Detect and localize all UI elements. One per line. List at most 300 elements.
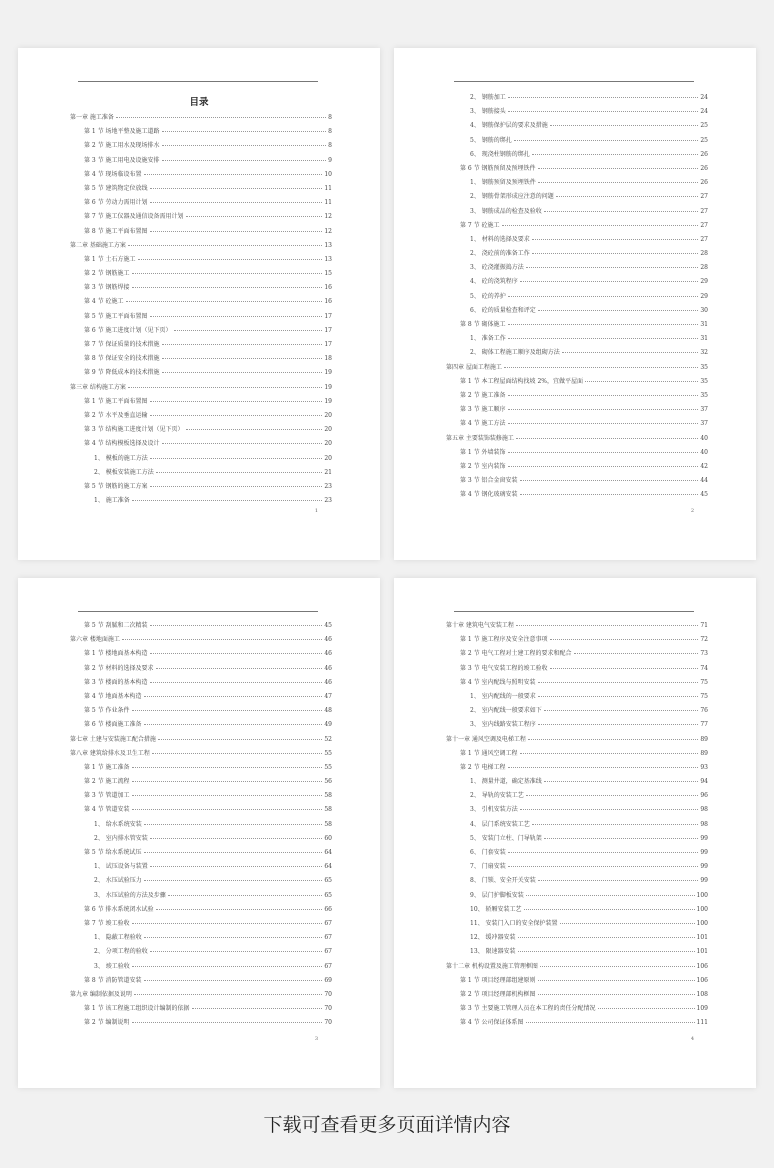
toc-entry-page: 27 (700, 221, 708, 229)
dot-leader (526, 1022, 695, 1023)
toc-entry-text: 第 1 节 项目经理部组建原则 (460, 976, 536, 984)
toc-entry[interactable] (70, 268, 332, 282)
toc-entry-page: 37 (700, 406, 708, 414)
toc-entry[interactable] (70, 663, 332, 677)
toc-entry[interactable] (446, 489, 708, 503)
toc-entry[interactable] (446, 620, 708, 634)
toc-entry[interactable] (446, 932, 708, 946)
toc-entry-text: 第 4 节 砼施工 (84, 298, 124, 306)
toc-entry[interactable] (70, 396, 332, 410)
dot-leader (152, 753, 322, 754)
dot-leader (122, 639, 322, 640)
dot-leader (508, 409, 699, 410)
toc-entry[interactable] (70, 705, 332, 719)
toc-entry[interactable] (70, 169, 332, 183)
toc-entry-page: 10 (324, 170, 332, 178)
toc-entry[interactable] (70, 353, 332, 367)
toc-entry[interactable] (70, 847, 332, 861)
toc-entry[interactable] (70, 126, 332, 140)
toc-entry[interactable] (70, 226, 332, 240)
toc-entry[interactable] (70, 961, 332, 975)
toc-entry[interactable] (446, 734, 708, 748)
toc-entry-page: 17 (324, 341, 332, 348)
toc-entry[interactable] (446, 191, 708, 205)
toc-entry-page: 58 (324, 806, 332, 814)
toc-entry-page: 42 (700, 462, 708, 470)
toc-entry-text: 第 8 节 消防管道安装 (84, 976, 142, 984)
dot-leader (544, 838, 699, 839)
toc-entry[interactable] (70, 467, 332, 481)
toc-entry-page: 67 (324, 919, 332, 927)
toc-entry[interactable] (70, 904, 332, 918)
toc-entry-text: 第 6 节 劳动力需用计划 (84, 199, 148, 207)
toc-entry[interactable] (446, 475, 708, 489)
toc-entry[interactable] (446, 418, 708, 432)
toc-entry[interactable] (70, 620, 332, 634)
toc-entry[interactable] (70, 438, 332, 452)
toc-entry-page: 26 (700, 150, 708, 158)
toc-entry[interactable] (446, 319, 708, 333)
dot-leader (520, 281, 699, 282)
dot-leader (504, 367, 698, 368)
toc-entry[interactable] (446, 305, 708, 319)
dot-leader (508, 466, 699, 467)
toc-entry[interactable] (70, 861, 332, 875)
toc-entry-text: 第 6 节 楼面施工准备 (84, 721, 142, 729)
toc-entry[interactable] (446, 762, 708, 776)
toc-entry-page: 89 (700, 735, 708, 743)
toc-entry[interactable] (70, 833, 332, 847)
toc-entry[interactable] (446, 461, 708, 475)
toc-entry-page: 30 (700, 306, 708, 314)
toc-entry[interactable] (446, 946, 708, 960)
toc-entry-page: 89 (700, 749, 708, 757)
toc-entry-text: 第十一章 通风空调及电梯工程 (446, 735, 526, 743)
toc-entry[interactable] (446, 135, 708, 149)
toc-entry-text: 第 1 节 本工程屋面结构找坡 2%，宜做平屋面 (460, 377, 583, 385)
dot-leader (508, 395, 699, 396)
toc-entry-page: 64 (324, 849, 332, 856)
toc-entry-page: 74 (700, 664, 708, 672)
toc-entry[interactable] (446, 376, 708, 390)
toc-entry[interactable] (446, 262, 708, 276)
toc-entry-text: 第 4 节 室内配线与照明安装 (460, 678, 536, 686)
toc-entry-text: 第 6 节 钢筋预留及预埋铁件 (460, 164, 536, 172)
toc-entry-page: 15 (324, 270, 332, 278)
toc-entry-page: 101 (696, 934, 708, 942)
toc-entry-page: 72 (700, 636, 708, 644)
dot-leader (526, 895, 695, 896)
toc-entry[interactable] (446, 390, 708, 404)
toc-entry-page: 70 (324, 1005, 332, 1013)
dot-leader (532, 253, 699, 254)
toc-entry-text: 第 2 节 编制说明 (84, 1019, 130, 1027)
toc-entry[interactable] (446, 634, 708, 648)
toc-list (70, 620, 332, 1031)
toc-entry-page: 77 (700, 721, 708, 729)
toc-entry-text: 第 5 节 施工平面布置图 (84, 312, 148, 320)
dot-leader (150, 625, 323, 626)
toc-entry[interactable] (446, 433, 708, 447)
toc-entry[interactable] (70, 1017, 332, 1031)
toc-entry-text: 第 3 节 铝合金窗安装 (460, 477, 518, 485)
toc-entry[interactable] (446, 333, 708, 347)
toc-entry[interactable] (70, 296, 332, 310)
dot-leader (144, 852, 323, 853)
toc-entry-text: 2、 钢筋骨架形成应注意的问题 (470, 193, 554, 201)
toc-entry-page: 24 (700, 108, 708, 116)
toc-entry-page: 29 (700, 292, 708, 300)
toc-entry-text: 2、 水压试验压力 (94, 877, 142, 885)
toc-entry-text: 第 1 节 施工平面布置图 (84, 397, 148, 405)
dot-leader (538, 696, 699, 697)
toc-entry[interactable] (446, 989, 708, 1003)
toc-entry[interactable] (70, 946, 332, 960)
toc-entry[interactable] (446, 890, 708, 904)
toc-entry-text: 2、 室内配线一般要求如下 (470, 707, 542, 715)
toc-entry[interactable] (446, 748, 708, 762)
dot-leader (128, 245, 322, 246)
toc-entry[interactable] (446, 1003, 708, 1017)
toc-entry[interactable] (70, 155, 332, 169)
dot-leader (162, 358, 323, 359)
toc-entry-text: 3、 引机安装方法 (470, 806, 518, 814)
dot-leader (162, 160, 327, 161)
toc-entry-page: 35 (700, 377, 708, 385)
toc-entry-text: 13、 限速器安装 (470, 948, 516, 956)
dot-leader (150, 202, 323, 203)
toc-entry-text: 第九章 编制依据及说明 (70, 990, 132, 998)
toc-entry-page: 46 (324, 678, 332, 686)
toc-entry[interactable] (70, 495, 332, 509)
dot-leader (520, 809, 699, 810)
toc-entry-page: 13 (324, 241, 332, 249)
dot-leader (514, 140, 699, 141)
toc-entry[interactable] (70, 240, 332, 254)
toc-entry[interactable] (446, 705, 708, 719)
dot-leader (150, 653, 323, 654)
toc-entry-text: 5、 安装门立柱、门导轨架 (470, 834, 542, 842)
toc-entry-text: 1、 测量井道，确定基准线 (470, 778, 542, 786)
toc-entry[interactable] (446, 291, 708, 305)
toc-entry-page: 21 (324, 468, 332, 476)
toc-entry[interactable] (70, 311, 332, 325)
toc-entry[interactable] (446, 1017, 708, 1031)
toc-entry-page: 46 (324, 650, 332, 658)
document-page-2 (394, 48, 756, 560)
toc-list (446, 92, 708, 503)
toc-entry-page: 100 (696, 905, 708, 913)
dot-leader (150, 486, 323, 487)
header-rule (454, 81, 694, 82)
toc-entry[interactable] (446, 776, 708, 790)
dot-leader (132, 966, 323, 967)
toc-entry[interactable] (446, 177, 708, 191)
toc-entry[interactable] (70, 691, 332, 705)
toc-entry[interactable] (70, 367, 332, 381)
toc-entry-page: 35 (700, 363, 708, 371)
toc-entry[interactable] (446, 847, 708, 861)
toc-entry[interactable] (70, 734, 332, 748)
toc-entry-page: 37 (700, 420, 708, 428)
document-page-4 (394, 578, 756, 1088)
toc-entry[interactable] (446, 92, 708, 106)
toc-entry-page: 8 (328, 114, 332, 121)
toc-entry-page: 40 (700, 434, 708, 442)
toc-entry-text: 第 7 节 砼施工 (460, 221, 500, 229)
toc-entry-text: 第一章 施工准备 (70, 114, 114, 121)
dot-leader (508, 296, 699, 297)
toc-entry-page: 31 (700, 321, 708, 328)
page-number: 3 (314, 1036, 318, 1042)
toc-entry-page: 17 (324, 326, 332, 334)
toc-entry-text: 第 2 节 电气工程对土建工程的要求和配合 (460, 650, 572, 658)
toc-entry-page: 11 (324, 184, 332, 192)
dot-leader (168, 895, 323, 896)
toc-entry[interactable] (70, 339, 332, 353)
toc-entry[interactable] (70, 890, 332, 904)
dot-leader (508, 866, 699, 867)
toc-entry-text: 5、 砼的养护 (470, 292, 506, 300)
toc-entry[interactable] (70, 677, 332, 691)
toc-entry[interactable] (70, 989, 332, 1003)
toc-entry[interactable] (70, 918, 332, 932)
toc-entry-text: 1、 施工准备 (94, 497, 130, 505)
toc-entry[interactable] (446, 961, 708, 975)
toc-entry[interactable] (70, 183, 332, 197)
page-number: 1 (314, 508, 318, 514)
dot-leader (126, 301, 323, 302)
toc-entry-page: 46 (324, 636, 332, 644)
toc-entry[interactable] (446, 975, 708, 989)
toc-entry-text: 2、 钢筋加工 (470, 94, 506, 101)
toc-entry-page: 47 (324, 692, 332, 700)
toc-entry[interactable] (446, 819, 708, 833)
toc-entry-page: 23 (324, 497, 332, 505)
dot-leader (518, 937, 695, 938)
toc-entry[interactable] (446, 248, 708, 262)
toc-entry[interactable] (446, 347, 708, 361)
dot-leader (544, 781, 699, 782)
dot-leader (538, 980, 695, 981)
toc-entry[interactable] (70, 790, 332, 804)
toc-entry[interactable] (70, 282, 332, 296)
toc-entry-page: 16 (324, 298, 332, 306)
toc-entry[interactable] (70, 875, 332, 889)
toc-entry-page: 75 (700, 678, 708, 686)
dot-leader (138, 259, 323, 260)
toc-entry-text: 4、 砼的浇筑程序 (470, 278, 518, 286)
toc-entry-text: 7、 门扇安装 (470, 863, 506, 871)
toc-entry[interactable] (70, 424, 332, 438)
toc-entry-page: 27 (700, 235, 708, 243)
dot-leader (144, 696, 323, 697)
toc-entry-text: 第 6 节 施工进度计划（见下页） (84, 326, 172, 334)
toc-entry-page: 94 (700, 778, 708, 786)
toc-entry[interactable] (446, 234, 708, 248)
toc-entry-page: 20 (324, 454, 332, 462)
toc-entry[interactable] (446, 276, 708, 290)
toc-entry-page: 19 (324, 397, 332, 405)
toc-entry[interactable] (70, 634, 332, 648)
toc-entry[interactable] (446, 719, 708, 733)
dot-leader (156, 668, 323, 669)
toc-entry-text: 第 1 节 场地平整及施工道路 (84, 128, 160, 136)
dot-leader (520, 480, 699, 481)
header-rule (454, 611, 694, 612)
toc-entry-text: 3、 砼浇灌振捣方法 (470, 264, 524, 272)
toc-entry-page: 16 (324, 284, 332, 292)
dot-leader (508, 852, 699, 853)
toc-entry[interactable] (446, 648, 708, 662)
toc-entry-page: 67 (324, 934, 332, 942)
dot-leader (192, 1008, 323, 1009)
toc-entry[interactable] (446, 206, 708, 220)
download-more-link[interactable]: 下载可查看更多页面详情内容 (263, 1114, 511, 1136)
dot-leader (150, 838, 323, 839)
dot-leader (538, 880, 699, 881)
toc-entry-page: 60 (324, 834, 332, 842)
toc-entry-page: 12 (324, 213, 332, 221)
toc-entry-text: 第三章 结构施工方案 (70, 383, 126, 391)
toc-entry[interactable] (70, 719, 332, 733)
dot-leader (544, 710, 699, 711)
toc-entry-text: 1、 室内配线的一般要求 (470, 692, 536, 700)
toc-entry-page: 40 (700, 448, 708, 456)
toc-entry[interactable] (446, 918, 708, 932)
toc-entry-text: 第五章 主要装饰装修施工 (446, 434, 514, 442)
toc-entry[interactable] (70, 776, 332, 790)
dot-leader (544, 211, 699, 212)
toc-entry-text: 第 5 节 作业条件 (84, 707, 130, 715)
toc-entry[interactable] (446, 120, 708, 134)
toc-entry-text: 第 7 节 施工仪器及通信设备需用计划 (84, 213, 184, 221)
toc-entry-text: 第 4 节 结构模板选择及设计 (84, 440, 160, 448)
toc-entry-page: 17 (324, 312, 332, 320)
toc-entry[interactable] (446, 447, 708, 461)
toc-entry[interactable] (70, 211, 332, 225)
toc-entry[interactable] (70, 197, 332, 211)
toc-entry[interactable] (446, 106, 708, 120)
toc-entry-page: 93 (700, 763, 708, 771)
dot-leader (516, 625, 698, 626)
toc-entry-page: 8 (328, 128, 332, 136)
toc-entry-page: 75 (700, 692, 708, 700)
toc-entry[interactable] (70, 453, 332, 467)
dot-leader (132, 767, 323, 768)
toc-entry-page: 52 (324, 735, 332, 743)
toc-entry-text: 2、 分项工程的验收 (94, 948, 148, 956)
dot-leader (156, 909, 323, 910)
toc-entry[interactable] (70, 819, 332, 833)
toc-entry[interactable] (70, 748, 332, 762)
toc-entry[interactable] (446, 362, 708, 376)
toc-entry[interactable] (70, 648, 332, 662)
toc-entry-page: 64 (324, 863, 332, 871)
toc-entry-text: 第 3 节 电气安装工程的竣工验收 (460, 664, 548, 672)
toc-entry[interactable] (70, 975, 332, 989)
toc-entry-text: 2、 模板安装施工方法 (94, 468, 154, 476)
toc-entry-page: 70 (324, 1019, 332, 1027)
dot-leader (538, 310, 699, 311)
toc-entry[interactable] (70, 112, 332, 126)
toc-entry[interactable] (70, 410, 332, 424)
toc-entry[interactable] (446, 833, 708, 847)
toc-entry-text: 第 1 节 外墙装饰 (460, 448, 506, 456)
page-number: 4 (690, 1036, 694, 1042)
toc-entry[interactable] (70, 382, 332, 396)
toc-entry-text: 第 1 节 楼地面基本构造 (84, 650, 148, 658)
toc-entry-page: 25 (700, 122, 708, 130)
toc-entry-page: 76 (700, 707, 708, 715)
toc-entry[interactable] (70, 804, 332, 818)
toc-entry[interactable] (446, 691, 708, 705)
toc-entry-page: 48 (324, 707, 332, 715)
toc-entry[interactable] (446, 220, 708, 234)
dot-leader (550, 125, 699, 126)
dot-leader (158, 739, 322, 740)
toc-entry[interactable] (446, 404, 708, 418)
dot-leader (132, 809, 323, 810)
toc-entry-text: 1、 隐蔽工程验收 (94, 934, 142, 942)
toc-entry-text: 5、 钢筋的绑扎 (470, 136, 512, 144)
toc-entry-text: 第 2 节 电梯工程 (460, 763, 506, 771)
dot-leader (550, 639, 699, 640)
dot-leader (132, 795, 323, 796)
toc-entry[interactable] (70, 481, 332, 495)
toc-entry-page: 55 (324, 749, 332, 757)
dot-leader (144, 824, 323, 825)
dot-leader (162, 344, 323, 345)
dot-leader (532, 154, 699, 155)
toc-entry-text: 第 4 节 钢化玻璃安装 (460, 491, 518, 499)
toc-entry-page: 9 (328, 156, 332, 164)
toc-entry[interactable] (70, 140, 332, 154)
toc-entry[interactable] (70, 254, 332, 268)
toc-entry[interactable] (446, 663, 708, 677)
toc-entry-text: 第 3 节 楼面的基本构造 (84, 678, 148, 686)
toc-entry-text: 1、 钢筋预留及预埋铁件 (470, 179, 536, 187)
toc-entry-text: 第 8 节 砌体施工 (460, 321, 506, 328)
toc-entry[interactable] (70, 932, 332, 946)
toc-entry[interactable] (446, 790, 708, 804)
toc-entry[interactable] (446, 904, 708, 918)
toc-entry-page: 20 (324, 426, 332, 434)
toc-entry-page: 67 (324, 948, 332, 956)
dot-leader (132, 710, 323, 711)
toc-entry[interactable] (446, 804, 708, 818)
toc-entry[interactable] (446, 875, 708, 889)
toc-entry-page: 49 (324, 721, 332, 729)
toc-entry-text: 第 8 节 保证安全的技术措施 (84, 355, 160, 363)
dot-leader (538, 682, 699, 683)
toc-entry-text: 第 2 节 施工准备 (460, 391, 506, 399)
toc-entry-page: 32 (700, 349, 708, 357)
toc-entry[interactable] (70, 762, 332, 776)
toc-entry[interactable] (446, 149, 708, 163)
toc-entry[interactable] (446, 861, 708, 875)
toc-entry[interactable] (70, 1003, 332, 1017)
dot-leader (508, 338, 699, 339)
toc-entry-text: 第八章 建筑给排水及卫生工程 (70, 749, 150, 757)
toc-entry-page: 12 (324, 227, 332, 235)
toc-entry[interactable] (70, 325, 332, 339)
toc-entry[interactable] (446, 163, 708, 177)
toc-entry-page: 45 (324, 622, 332, 629)
toc-entry-text: 6、 砼的质量检查和评定 (470, 306, 536, 314)
toc-entry[interactable] (446, 677, 708, 691)
toc-entry-text: 第十二章 机构设置及施工管理框图 (446, 962, 538, 970)
